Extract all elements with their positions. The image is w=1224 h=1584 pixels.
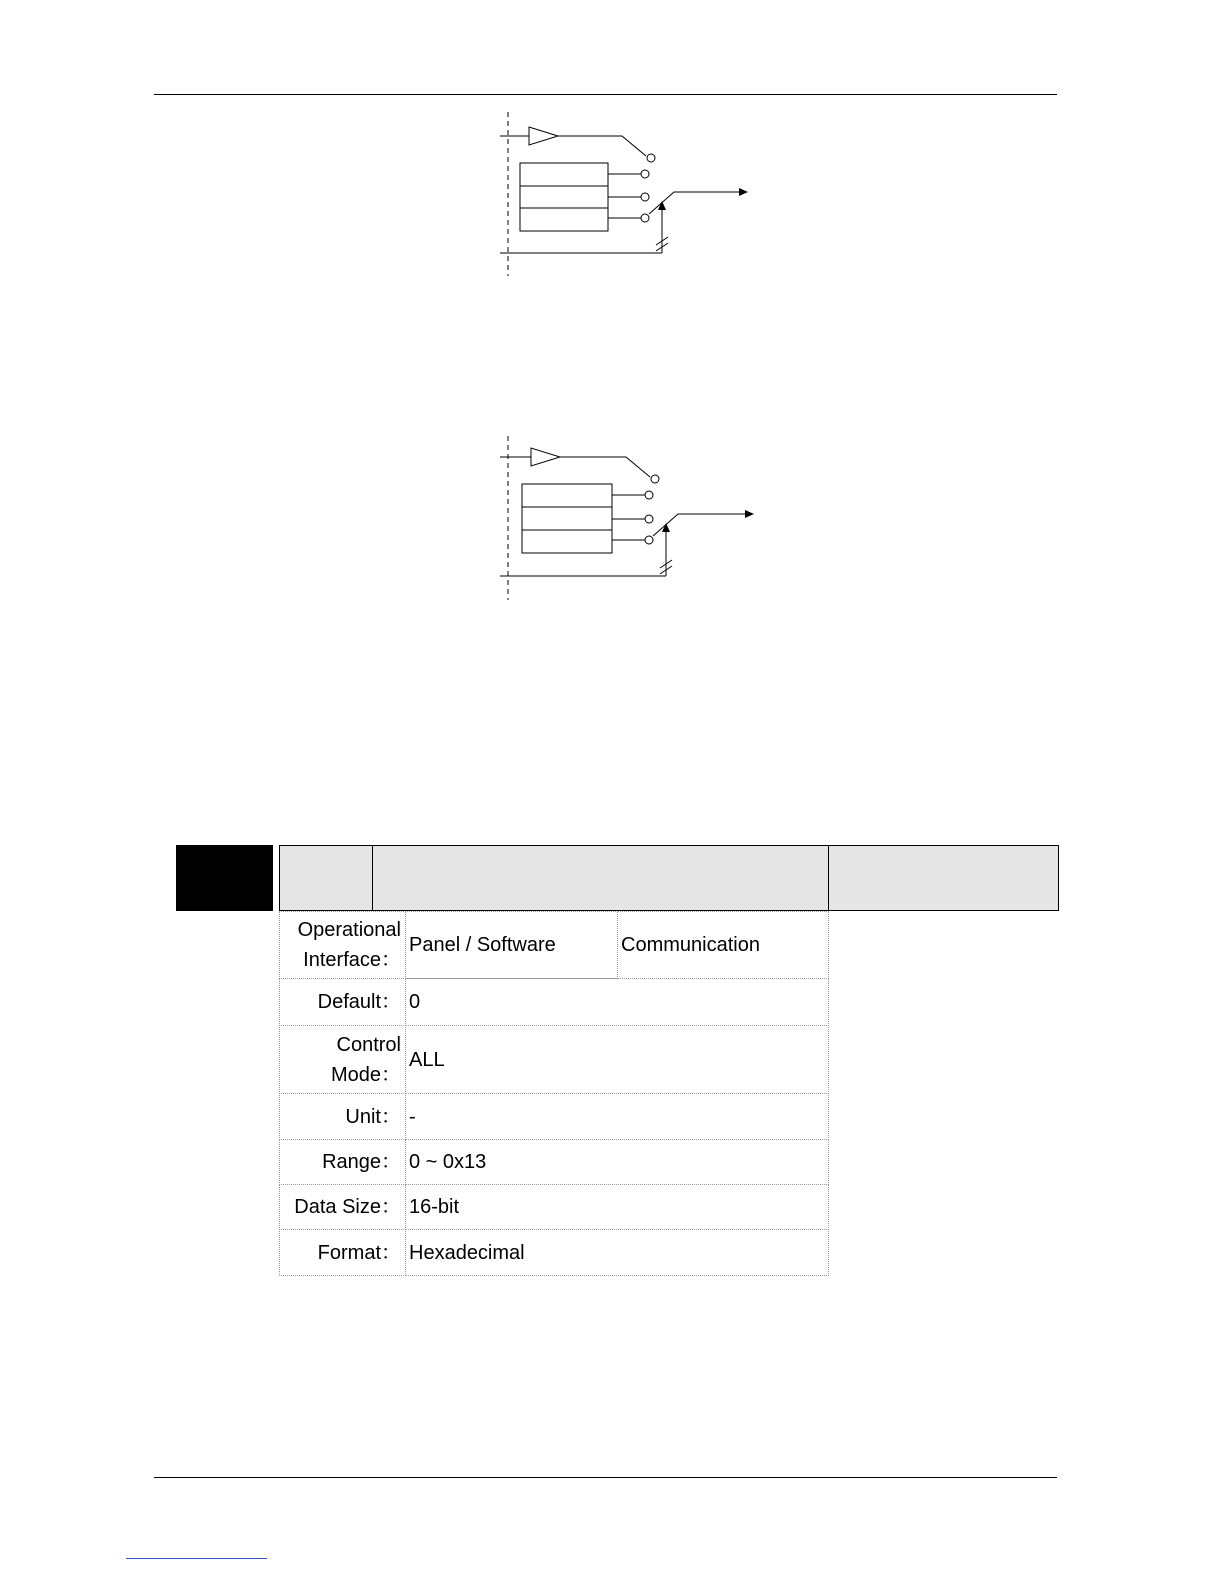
switch-arm xyxy=(649,192,744,214)
register-block-2 xyxy=(520,186,608,208)
parameter-address-cell xyxy=(279,845,373,911)
default-value-cell xyxy=(405,978,829,1026)
unit-label: Unit： xyxy=(345,1105,401,1128)
data-size-label: Data Size： xyxy=(294,1196,401,1218)
register-block-1 xyxy=(520,163,608,186)
switch-contact-2 xyxy=(645,491,653,499)
header-rule xyxy=(154,94,1057,95)
control-mode-value-cell xyxy=(405,1025,829,1094)
switch-contact-1 xyxy=(647,154,655,162)
default-label-cell xyxy=(279,978,406,1026)
switch-diagram-2 xyxy=(496,432,761,604)
switch-contact-3 xyxy=(641,193,649,201)
footer-rule xyxy=(154,1477,1057,1478)
switch-contact-2 xyxy=(641,170,649,178)
footer-link-underline[interactable] xyxy=(126,1558,267,1559)
control-mode-label: Control Mode： xyxy=(330,1033,401,1086)
unit-value: - xyxy=(409,1105,416,1128)
control-mode-label-cell xyxy=(279,1025,406,1094)
data-size-value-cell xyxy=(405,1184,829,1230)
amp-output-line xyxy=(560,457,650,477)
switch-contact-3 xyxy=(645,515,653,523)
switch-diagram-1 xyxy=(496,108,756,280)
default-value: 0 xyxy=(409,991,421,1013)
output-arrow xyxy=(745,510,754,518)
unit-value-cell xyxy=(405,1093,829,1140)
format-value-cell xyxy=(405,1229,829,1276)
interface-panel-cell xyxy=(405,911,618,979)
parameter-code-block xyxy=(176,845,273,911)
data-size-value: 16-bit xyxy=(409,1196,460,1218)
format-label: Format： xyxy=(317,1241,401,1264)
register-block-2 xyxy=(522,507,612,530)
output-arrow xyxy=(739,188,748,196)
range-label-cell xyxy=(279,1139,406,1185)
parameter-reference-cell xyxy=(828,845,1059,911)
control-mode-value: ALL xyxy=(409,1048,445,1071)
amplifier-triangle xyxy=(529,127,558,145)
range-label: Range： xyxy=(322,1151,401,1173)
amp-output-line xyxy=(558,136,646,156)
interface-label: Operational Interface： xyxy=(297,919,401,971)
amplifier-triangle xyxy=(531,448,560,466)
register-block-1 xyxy=(522,484,612,507)
format-value: Hexadecimal xyxy=(409,1241,525,1264)
range-value-cell xyxy=(405,1139,829,1185)
register-block-3 xyxy=(520,208,608,231)
data-size-label-cell xyxy=(279,1184,406,1230)
default-label: Default： xyxy=(317,991,401,1013)
switch-arm xyxy=(653,514,749,536)
interface-comm-value: Communication xyxy=(621,934,760,956)
interface-comm-cell xyxy=(617,911,829,979)
switch-contact-1 xyxy=(651,475,659,483)
register-block-3 xyxy=(522,530,612,553)
format-label-cell xyxy=(279,1229,406,1276)
unit-label-cell xyxy=(279,1093,406,1140)
switch-contact-4 xyxy=(645,536,653,544)
switch-contact-4 xyxy=(641,214,649,222)
interface-label-cell xyxy=(279,911,406,979)
interface-panel-value: Panel / Software xyxy=(409,934,556,956)
range-value: 0 ~ 0x13 xyxy=(409,1151,487,1173)
parameter-name-cell xyxy=(372,845,829,911)
